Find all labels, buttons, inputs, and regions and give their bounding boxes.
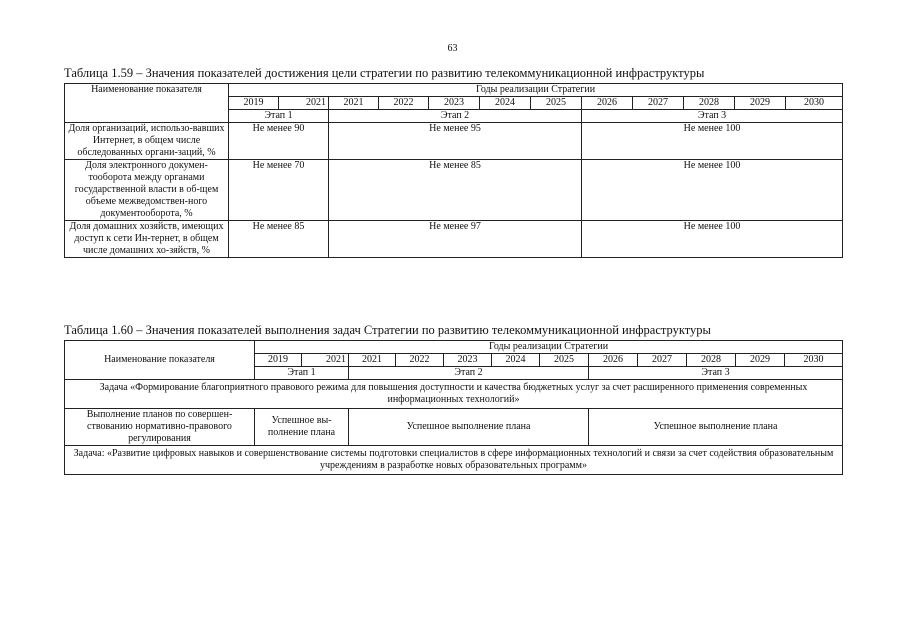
value-cell: Успешное выполнение плана	[589, 409, 843, 446]
page-number: 63	[447, 43, 458, 54]
year-cell: 2023	[444, 354, 492, 367]
value-cell: Не менее 97	[329, 221, 582, 258]
value-cell: Не менее 90	[229, 123, 329, 160]
year-cell: 2029	[735, 97, 786, 110]
year-cell: 2028	[684, 97, 735, 110]
year-cell: 2025	[540, 354, 589, 367]
stage-cell: Этап 2	[349, 367, 589, 380]
years-header: Годы реализации Стратегии	[229, 84, 843, 97]
year-cell: 2023	[429, 97, 480, 110]
value-cell: Не менее 100	[582, 221, 843, 258]
table-60	[64, 340, 843, 475]
table-row	[65, 409, 843, 446]
year-cell: 2026	[589, 354, 638, 367]
year-cell: 2026	[582, 97, 633, 110]
table-59-caption: Таблица 1.59 – Значения показателей достижения цели стратегии по развитию телекоммуникационной инфраструктуры	[64, 66, 705, 80]
stage-cell: Этап 3	[589, 367, 843, 380]
value-cell: Успешное выполнение плана	[349, 409, 589, 446]
year-cell: 2027	[633, 97, 684, 110]
indicator-name: Выполнение планов по совершен-ствованию нормативно-правового регулирования	[65, 409, 255, 446]
task-row	[65, 380, 843, 409]
year-cell: 2019	[255, 354, 302, 367]
stage-cell: Этап 3	[582, 110, 843, 123]
value-cell: Не менее 95	[329, 123, 582, 160]
indicator-name: Доля организаций, использо-вавших Интернет, в общем числе обследованных органи-заций, %	[65, 123, 229, 160]
table-row	[65, 221, 843, 258]
table-59	[64, 83, 843, 258]
year-cell: 2022	[379, 97, 429, 110]
year-cell: 2021	[302, 354, 349, 367]
year-cell: 2025	[531, 97, 582, 110]
table-row	[65, 160, 843, 221]
name-header: Наименование показателя	[65, 84, 229, 123]
table-row	[65, 123, 843, 160]
value-cell: Успешное вы-полнение плана	[255, 409, 349, 446]
stage-cell: Этап 1	[229, 110, 329, 123]
value-cell: Не менее 100	[582, 160, 843, 221]
year-cell: 2030	[786, 97, 843, 110]
years-header: Годы реализации Стратегии	[255, 341, 843, 354]
year-cell: 2021	[279, 97, 329, 110]
year-cell: 2024	[480, 97, 531, 110]
value-cell: Не менее 85	[329, 160, 582, 221]
indicator-name: Доля домашних хозяйств, имеющих доступ к сети Ин-тернет, в общем числе домашних хо-зяйств, %	[65, 221, 229, 258]
value-cell: Не менее 70	[229, 160, 329, 221]
value-cell: Не менее 85	[229, 221, 329, 258]
year-cell: 2019	[229, 97, 279, 110]
name-header: Наименование показателя	[65, 341, 255, 380]
table-60-caption: Таблица 1.60 – Значения показателей выполнения задач Стратегии по развитию телекоммуникационной инфраструктуры	[64, 323, 711, 337]
year-cell: 2030	[785, 354, 843, 367]
task-2: Задача: «Развитие цифровых навыков и совершенствование системы подготовки специалистов в сфере информационных технологий и связи за счет содействия образовательным учреждениям в разработке новых образовательных программ»	[65, 446, 843, 475]
indicator-name: Доля электронного докумен-тооборота между органами государственной власти в об-щем объеме межведомствен-ного документооборота, %	[65, 160, 229, 221]
stage-cell: Этап 1	[255, 367, 349, 380]
year-cell: 2021	[329, 97, 379, 110]
year-cell: 2029	[736, 354, 785, 367]
task-row	[65, 446, 843, 475]
year-cell: 2022	[396, 354, 444, 367]
year-cell: 2027	[638, 354, 687, 367]
stage-cell: Этап 2	[329, 110, 582, 123]
task-1: Задача «Формирование благоприятного правового режима для повышения доступности и качества бюджетных услуг за счет расширенного применения современных информационных технологий»	[65, 380, 843, 409]
year-cell: 2028	[687, 354, 736, 367]
year-cell: 2021	[349, 354, 396, 367]
year-cell: 2024	[492, 354, 540, 367]
value-cell: Не менее 100	[582, 123, 843, 160]
